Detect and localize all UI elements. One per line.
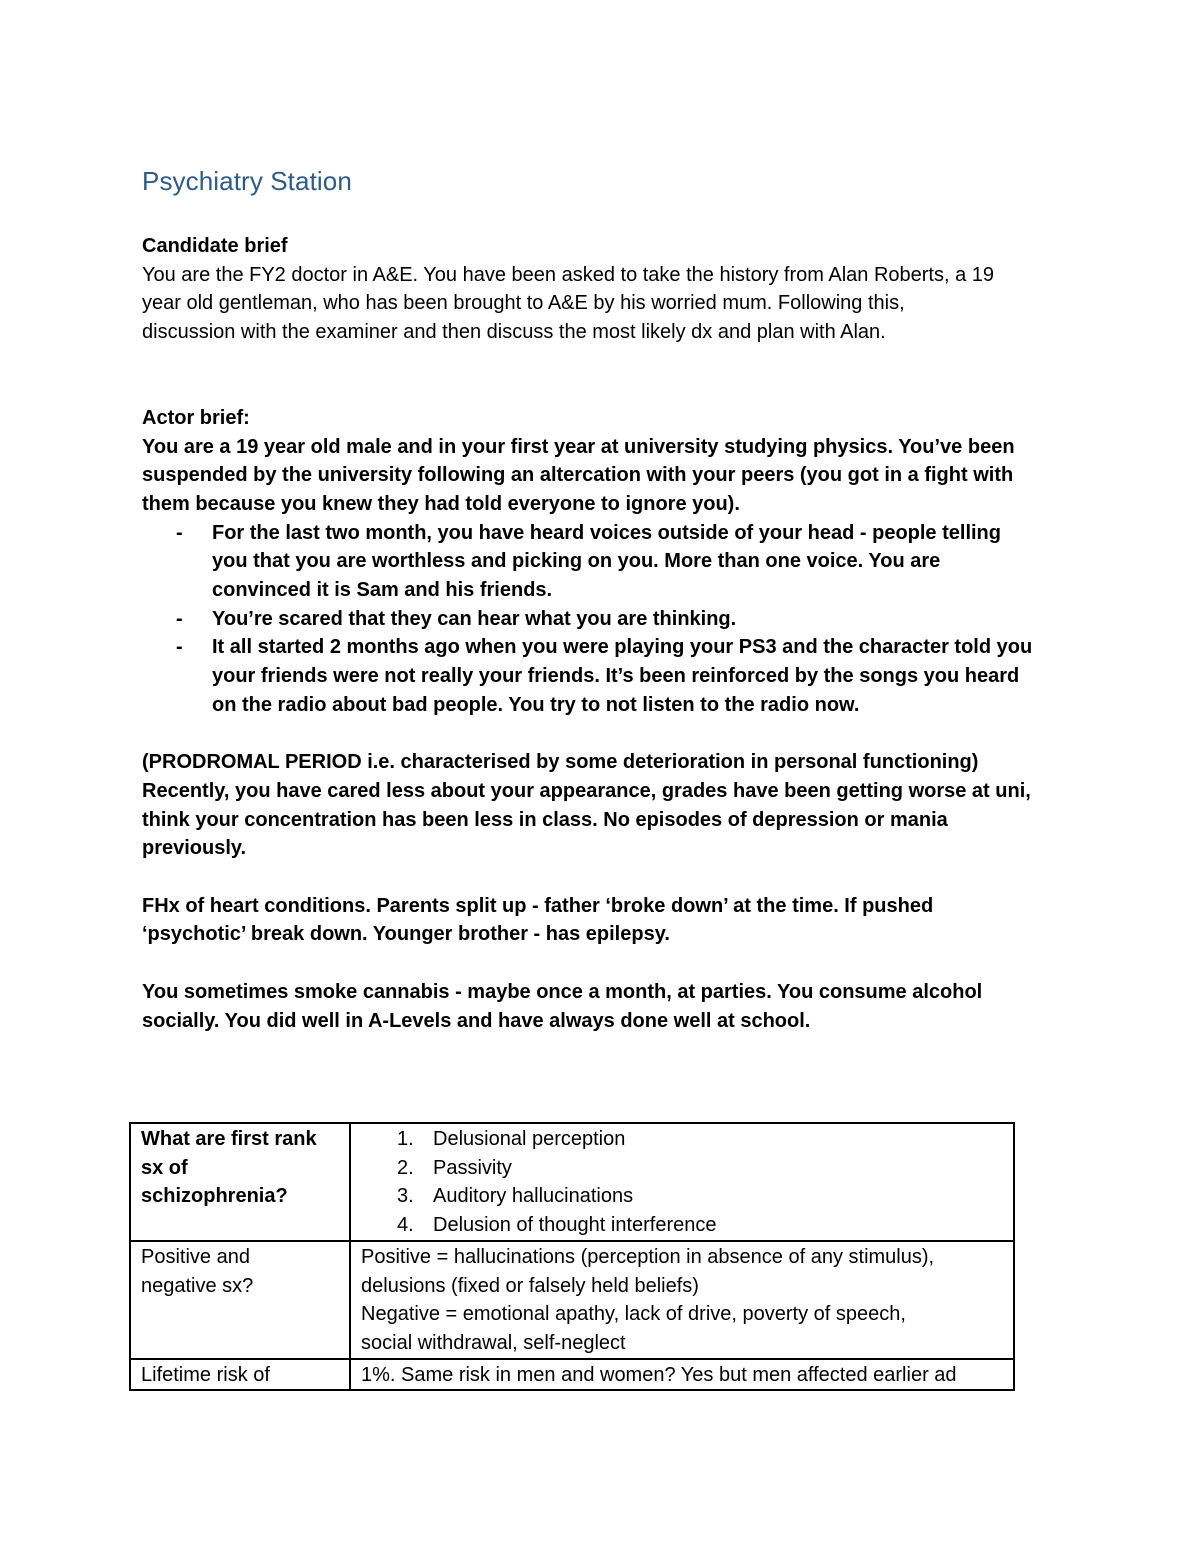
- prodromal-line: think your concentration has been less in class. No episodes of depression or mania: [142, 808, 948, 831]
- prodromal-line: (PRODROMAL PERIOD i.e. characterised by some deterioration in personal functioning): [142, 751, 979, 774]
- list-number: 4.: [397, 1214, 414, 1237]
- bullet-line: You’re scared that they can hear what you are thinking.: [212, 607, 737, 630]
- list-item: [361, 1211, 1003, 1240]
- question-line: What are first rank: [141, 1128, 317, 1150]
- question-cell: [130, 1123, 350, 1241]
- actor-brief-bullets: [142, 519, 1072, 720]
- list-item: [142, 633, 1072, 719]
- candidate-brief-heading: Candidate brief: [142, 235, 288, 257]
- candidate-brief-section: [142, 232, 1072, 347]
- table-row: [130, 1359, 1014, 1391]
- list-number: 3.: [397, 1185, 414, 1208]
- social-history-line: You sometimes smoke cannabis - maybe once a month, at parties. You consume alcohol: [142, 980, 983, 1003]
- bullet-line: For the last two month, you have heard voices outside of your head - people telling: [212, 521, 1001, 544]
- list-item: [361, 1125, 1003, 1154]
- answer-line: Positive = hallucinations (perception in absence of any stimulus),: [361, 1245, 935, 1268]
- dash-bullet: -: [176, 636, 183, 659]
- list-text: Delusion of thought interference: [433, 1214, 717, 1237]
- table-row: [130, 1241, 1014, 1359]
- document-body: [142, 232, 1072, 1035]
- actor-brief-line: You are a 19 year old male and in your first year at university studying physics. You’ve been: [142, 435, 1015, 458]
- dash-bullet: -: [176, 607, 183, 630]
- bullet-line: you that you are worthless and picking on you. More than one voice. You are: [212, 550, 941, 573]
- candidate-brief-line: You are the FY2 doctor in A&E. You have been asked to take the history from Alan Roberts, a 19: [142, 263, 995, 286]
- answer-cell: [350, 1359, 1014, 1391]
- list-text: Delusional perception: [433, 1128, 626, 1150]
- list-item: [142, 605, 1072, 634]
- answer-line: delusions (fixed or falsely held beliefs): [361, 1274, 699, 1297]
- bullet-line: It all started 2 months ago when you were playing your PS3 and the character told you: [212, 636, 1033, 659]
- answer-cell: [350, 1241, 1014, 1359]
- spacer: [142, 347, 1072, 404]
- question-line: Lifetime risk of: [141, 1363, 270, 1386]
- prodromal-line: previously.: [142, 837, 247, 860]
- question-line: sx of schizophrenia?: [141, 1156, 288, 1208]
- actor-brief-line: suspended by the university following an altercation with your peers (you got in a fight with: [142, 464, 1014, 487]
- question-cell: [130, 1241, 350, 1359]
- answer-line: Negative = emotional apathy, lack of drive, poverty of speech,: [361, 1303, 906, 1326]
- list-number: 1.: [397, 1128, 414, 1150]
- social-history-line: socially. You did well in A-Levels and have always done well at school.: [142, 1009, 811, 1032]
- spacer: [142, 863, 1072, 892]
- list-text: Auditory hallucinations: [433, 1185, 634, 1208]
- qa-table: [129, 1122, 1015, 1391]
- family-history-line: ‘psychotic’ break down. Younger brother - has epilepsy.: [142, 923, 670, 946]
- list-number: 2.: [397, 1156, 414, 1179]
- question-line: Positive and: [141, 1245, 250, 1268]
- family-history-line: FHx of heart conditions. Parents split up - father ‘broke down’ at the time. If pushed: [142, 894, 934, 917]
- actor-brief-line: them because you knew they had told everyone to ignore you).: [142, 492, 740, 515]
- list-item: [142, 519, 1072, 605]
- dash-bullet: -: [176, 521, 183, 544]
- actor-brief-section: [142, 404, 1072, 1035]
- spacer: [142, 720, 1072, 749]
- actor-brief-heading: Actor brief:: [142, 406, 250, 429]
- answer-line: 1%. Same risk in men and women? Yes but men affected earlier ad: [361, 1363, 957, 1386]
- bullet-line: your friends were not really your friends. It’s been reinforced by the songs you heard: [212, 665, 1020, 688]
- table-row: [130, 1123, 1014, 1241]
- spacer: [142, 949, 1072, 978]
- question-line: negative sx?: [141, 1274, 254, 1297]
- answer-cell: [350, 1123, 1014, 1241]
- question-cell: [130, 1359, 350, 1391]
- list-text: Passivity: [433, 1156, 512, 1179]
- page-title: Psychiatry Station: [142, 166, 352, 196]
- candidate-brief-line: discussion with the examiner and then discuss the most likely dx and plan with Alan.: [142, 321, 886, 344]
- numbered-list: [361, 1125, 1003, 1240]
- bullet-line: convinced it is Sam and his friends.: [212, 579, 553, 602]
- answer-line: social withdrawal, self-neglect: [361, 1331, 626, 1354]
- candidate-brief-line: year old gentleman, who has been brought to A&E by his worried mum. Following this,: [142, 292, 905, 315]
- prodromal-line: Recently, you have cared less about your appearance, grades have been getting worse at uni,: [142, 779, 1031, 802]
- list-item: [361, 1182, 1003, 1211]
- bullet-line: on the radio about bad people. You try to not listen to the radio now.: [212, 693, 860, 716]
- list-item: [361, 1154, 1003, 1183]
